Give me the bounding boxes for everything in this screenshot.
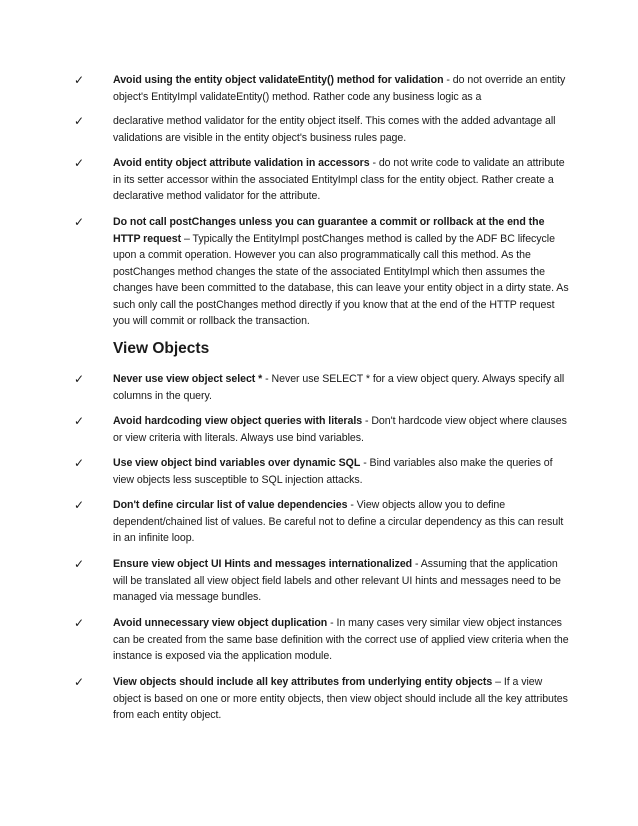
item-text: – If a view object is based on one or more entity objects, then view object should include all the key attributes from each entity object. bbox=[113, 676, 568, 721]
checkmark-icon: ✓ bbox=[74, 616, 85, 630]
list-item bbox=[74, 497, 570, 547]
checkmark-icon: ✓ bbox=[74, 557, 85, 571]
item-lead: Ensure view object UI Hints and messages internationalized bbox=[113, 558, 413, 570]
item-lead: Do not call postChanges unless you can guarantee a commit or rollback at the end the HTTP request bbox=[113, 216, 545, 245]
item-lead: Use view object bind variables over dynamic SQL bbox=[113, 457, 361, 469]
item-text: – Typically the EntityImpl postChanges method is called by the ADF BC lifecycle upon a commit operation. However you can also programmatically call this method. As the postChanges method changes the state of the associated EntityImpl which then assumes the changes have been committed to the database, this can leave your entity object in a dirty state. As such only call the postChanges method directly if you know that at the end of the HTTP request you will commit or rollback the transaction. bbox=[113, 232, 569, 327]
item-lead: Don't define circular list of value dependencies bbox=[113, 499, 348, 511]
list-item bbox=[74, 214, 570, 330]
item-text: declarative method validator for the entity object itself. This comes with the added advantage all validations are visible in the entity object's business rules page. bbox=[113, 115, 556, 144]
item-lead: Avoid hardcoding view object queries with literals bbox=[113, 415, 363, 427]
item-text: - Assuming that the application will be translated all view object field labels and other relevant UI hints and messages need to be managed via message bundles. bbox=[113, 558, 561, 603]
item-text: - Never use SELECT * for a view object query. Always specify all columns in the query. bbox=[113, 373, 565, 402]
list-item bbox=[74, 413, 570, 446]
list-item bbox=[74, 72, 570, 105]
item-text: - In many cases very similar view object instances can be created from the same base definition with the correct use of applied view criteria when the instance is exposed via the application module. bbox=[113, 617, 569, 662]
item-text: - Don't hardcode view object where clauses or view criteria with literals. Always use bind variables. bbox=[113, 415, 567, 444]
item-lead: Avoid using the entity object validateEntity() method for validation bbox=[113, 74, 444, 86]
list-item bbox=[74, 455, 570, 488]
list-item bbox=[74, 615, 570, 665]
list-item bbox=[74, 155, 570, 205]
item-lead: Never use view object select * bbox=[113, 373, 263, 385]
list-item bbox=[74, 113, 570, 146]
checkmark-icon: ✓ bbox=[74, 414, 85, 428]
checkmark-icon: ✓ bbox=[74, 456, 85, 470]
checkmark-icon: ✓ bbox=[74, 156, 85, 170]
item-text: - do not write code to validate an attribute in its setter accessor within the associated EntityImpl class for the entity object. Rather create a declarative method validator for the attribute. bbox=[113, 157, 565, 202]
item-lead: View objects should include all key attributes from underlying entity objects bbox=[113, 676, 493, 688]
checkmark-icon: ✓ bbox=[74, 114, 85, 128]
checkmark-icon: ✓ bbox=[74, 675, 85, 689]
item-lead: Avoid unnecessary view object duplication bbox=[113, 617, 328, 629]
item-lead: Avoid entity object attribute validation in accessors bbox=[113, 157, 370, 169]
list-item bbox=[74, 556, 570, 606]
list-item bbox=[74, 371, 570, 404]
list-item bbox=[74, 674, 570, 724]
checkmark-icon: ✓ bbox=[74, 215, 85, 229]
item-text: - View objects allow you to define dependent/chained list of values. Be careful not to define a circular dependency as this can result in an infinite loop. bbox=[113, 499, 564, 544]
checkmark-icon: ✓ bbox=[74, 372, 85, 386]
section-heading: View Objects bbox=[113, 340, 210, 357]
checkmark-icon: ✓ bbox=[74, 498, 85, 512]
item-text: - do not override an entity object's EntityImpl validateEntity() method. Rather code any business logic as a bbox=[113, 74, 566, 103]
checkmark-icon: ✓ bbox=[74, 73, 85, 87]
item-text: - Bind variables also make the queries of view objects less susceptible to SQL injection attacks. bbox=[113, 457, 553, 486]
